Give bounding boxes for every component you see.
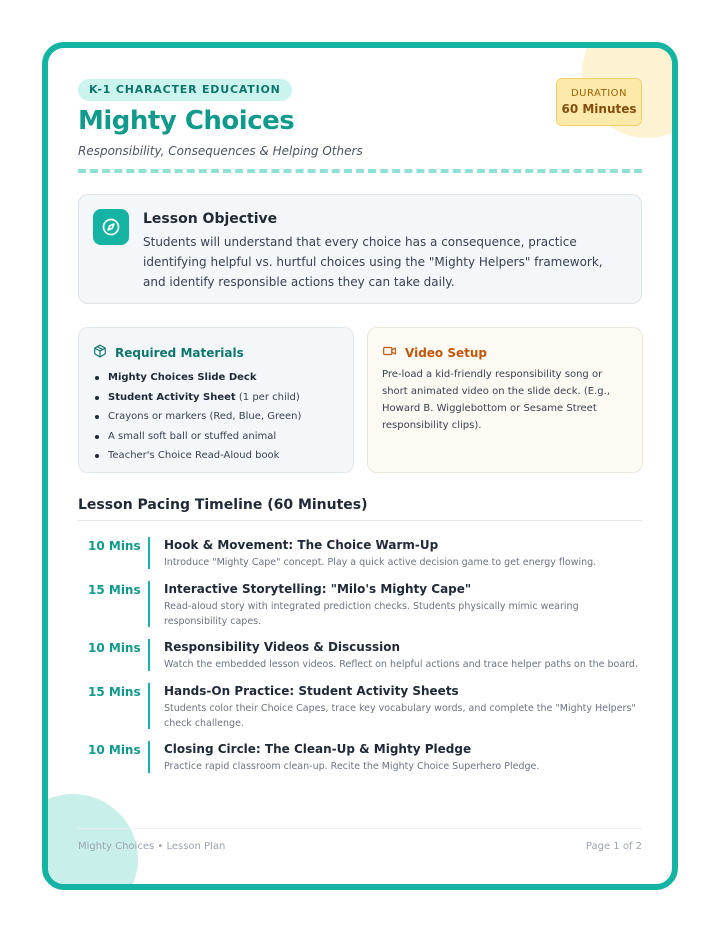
timeline-time: 10 Mins [88, 641, 141, 655]
timeline-time: 15 Mins [88, 685, 141, 699]
video-text: Pre-load a kid-friendly responsibility song or short animated video on the slide deck. (E.g., Howard B. Wigglebottom or Sesame Street responsibility clips). [382, 369, 611, 431]
dashed-divider [78, 169, 642, 173]
timeline-row [78, 639, 642, 671]
lesson-objective-panel [78, 194, 642, 304]
duration-badge [556, 78, 642, 126]
lesson-plan-card [42, 42, 678, 890]
timeline-divider [78, 520, 642, 521]
timeline-row [78, 537, 642, 569]
timeline-row [78, 741, 642, 773]
timeline-heading: Hook & Movement: The Choice Warm-Up [164, 538, 439, 552]
timeline-bar [148, 639, 150, 671]
timeline-time: 10 Mins [88, 743, 141, 757]
timeline-heading: Closing Circle: The Clean-Up & Mighty Pledge [164, 742, 472, 756]
page-subtitle: Responsibility, Consequences & Helping Others [78, 144, 363, 158]
materials-header [93, 344, 244, 361]
materials-list [93, 368, 343, 466]
timeline-bar [148, 683, 150, 729]
list-item: Mighty Choices Slide Deck [93, 368, 343, 388]
compass-icon [93, 209, 129, 245]
timeline-description: Students color their Choice Capes, trace key vocabulary words, and complete the "Mighty Helpers" check challenge. [164, 703, 636, 729]
timeline-bar [148, 581, 150, 627]
timeline-heading: Hands-On Practice: Student Activity Sheets [164, 684, 459, 698]
required-materials-panel [78, 327, 354, 473]
timeline-description: Read-aloud story with integrated prediction checks. Students physically mimic wearing responsibility capes. [164, 601, 579, 627]
duration-value: 60 Minutes [561, 102, 637, 116]
list-item: Student Activity Sheet (1 per child) [93, 388, 343, 408]
video-title: Video Setup [405, 345, 487, 360]
page-title: Mighty Choices [78, 106, 295, 136]
video-camera-icon [382, 344, 397, 361]
timeline-bar [148, 741, 150, 773]
duration-label: DURATION [570, 88, 628, 99]
video-setup-panel [367, 327, 643, 473]
timeline-title: Lesson Pacing Timeline (60 Minutes) [78, 497, 368, 513]
box-package-icon [93, 344, 107, 361]
footer-page-number: Page 1 of 2 [585, 841, 642, 852]
timeline-row [78, 683, 642, 729]
list-item: A small soft ball or stuffed animal [93, 427, 343, 447]
materials-title: Required Materials [115, 345, 244, 360]
list-item: Teacher's Choice Read-Aloud book [93, 446, 343, 466]
timeline-bar [148, 537, 150, 569]
timeline-time: 10 Mins [88, 539, 141, 553]
timeline-description: Introduce "Mighty Cape" concept. Play a quick active decision game to get energy flowing. [164, 557, 597, 568]
objective-title: Lesson Objective [143, 211, 278, 227]
timeline-time: 15 Mins [88, 583, 141, 597]
footer-divider [78, 828, 642, 829]
timeline-description: Watch the embedded lesson videos. Reflect on helpful actions and trace helper paths on the board. [164, 659, 638, 670]
timeline-row [78, 581, 642, 627]
timeline-description: Practice rapid classroom clean-up. Recite the Mighty Choice Superhero Pledge. [164, 761, 540, 772]
timeline-heading: Responsibility Videos & Discussion [164, 640, 401, 654]
video-header [382, 344, 487, 361]
objective-text: Students will understand that every choice has a consequence, practice identifying helpful vs. hurtful choices using the "Mighty Helpers" framework, and identify responsible actions they can take daily. [143, 235, 603, 289]
list-item: Crayons or markers (Red, Blue, Green) [93, 407, 343, 427]
category-tag: K-1 CHARACTER EDUCATION [78, 79, 292, 101]
footer-document-name: Mighty Choices • Lesson Plan [78, 841, 226, 852]
timeline-heading: Interactive Storytelling: "Milo's Mighty Cape" [164, 582, 472, 596]
